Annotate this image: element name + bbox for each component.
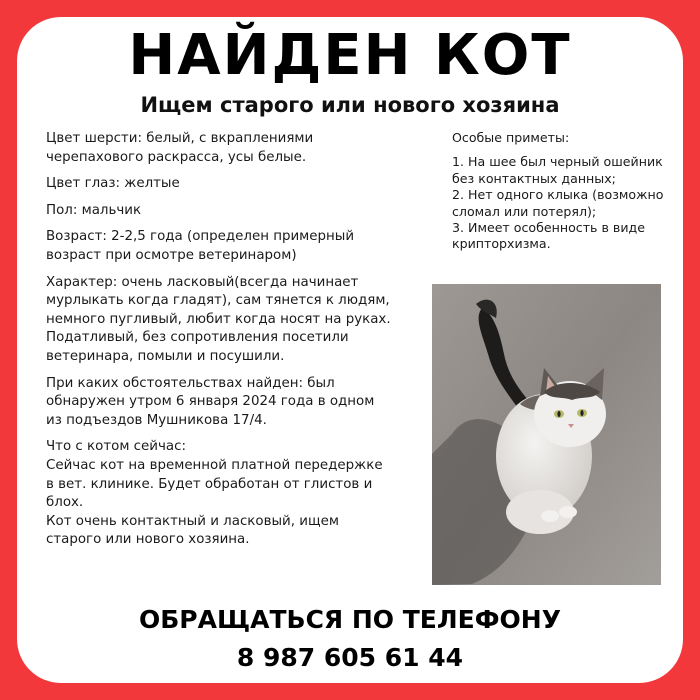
status-title: Что с котом сейчас: bbox=[46, 439, 186, 455]
feature-item-cryptorchidism: 3. Имеет особенность в виде крипторхизма. bbox=[452, 220, 645, 252]
sex-text: Пол: мальчик bbox=[46, 202, 142, 218]
cat-photo bbox=[432, 284, 661, 585]
special-features bbox=[452, 130, 667, 253]
contact-label: ОБРАЩАТЬСЯ ПО ТЕЛЕФОНУ bbox=[139, 605, 561, 634]
feature-item-fang: 2. Нет одного клыка (возможно сломал или потерял); bbox=[452, 187, 664, 219]
poster-subtitle: Ищем старого или нового хозяина bbox=[140, 93, 560, 117]
cat-details bbox=[46, 130, 391, 550]
found-circumstances-text: При каких обстоятельствах найден: был обнаружен утром 6 января 2024 года в одном из подъездов Мушникова 17/4. bbox=[46, 375, 375, 428]
eye-color-text: Цвет глаз: желтые bbox=[46, 176, 180, 192]
age-text: Возраст: 2-2,5 года (определен примерный возраст при осмотре ветеринаром) bbox=[46, 229, 355, 263]
features-title: Особые приметы: bbox=[452, 130, 570, 145]
character-text: Характер: очень ласковый(всегда начинает мурлыкать когда гладят), сам тянется к людям, немного пугливый, любит когда носят на руках. Податливый, без сопротивления посетили ветеринара, помыли и посушили. bbox=[46, 274, 391, 364]
status-text: Сейчас кот на временной платной передержке в вет. клинике. Будет обработан от глистов и блох. bbox=[46, 457, 383, 511]
fur-color-text: Цвет шерсти: белый, с вкраплениями черепахового раскрасса, усы белые. bbox=[46, 131, 314, 165]
status-extra-text: Кот очень контактный и ласковый, ищем старого или нового хозяина. bbox=[46, 513, 339, 548]
contact-phone: 8 987 605 61 44 bbox=[236, 643, 464, 672]
poster-title: НАЙДЕН КОТ bbox=[128, 23, 572, 88]
feature-item-collar: 1. На шее был черный ошейник без контактных данных; bbox=[452, 154, 663, 186]
